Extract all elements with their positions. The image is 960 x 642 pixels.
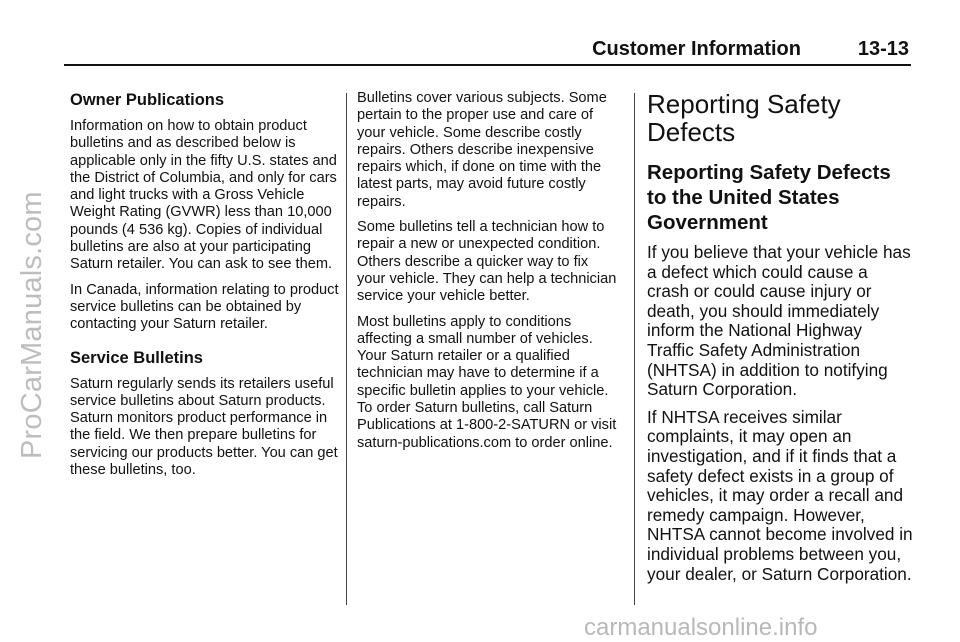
section-heading: Reporting Safety Defects (647, 89, 841, 147)
column-middle (357, 90, 619, 460)
column-right (647, 90, 913, 592)
side-watermark: ProCarManuals.com (16, 191, 48, 459)
paragraph: In Canada, information relating to product service bulletins can be obtained by contacting your Saturn retailer. (70, 281, 339, 333)
paragraph: Bulletins cover various subjects. Some pertain to the proper use and care of your vehicle. Some describe costly repairs. Others describe inexpensive repairs which, if done on time with the latest parts, may avoid future costly repairs. (357, 90, 607, 210)
page-number: 13-13 (857, 38, 909, 60)
paragraph: If you believe that your vehicle has a defect which could cause a crash or could cause injury or death, you should immediately inform the National Highway Traffic Safety Administration (NHTSA) in addition to notifying Saturn Corporation. (647, 242, 911, 400)
heading-owner-publications: Owner Publications (70, 91, 225, 109)
paragraph: Some bulletins tell a technician how to repair a new or unexpected condition. Others describe a quicker way to fix your vehicle. They can help a technician service your vehicle better. (357, 219, 617, 305)
page-header (64, 38, 911, 66)
subsection-heading: Reporting Safety Defects to the United States Government (647, 161, 891, 234)
paragraph: Information on how to obtain product bulletins and as described below is applicable only in the fifty U.S. states and the District of Columbia, and only for cars and light trucks with a Gross Vehicle Weight Rating (GVWR) less than 10,000 pounds (4 536 kg). Copies of individual bulletins are also at your participating Saturn retailer. You can ask to see them. (70, 118, 337, 273)
footer-watermark: carmanualsonline.info (584, 614, 818, 641)
paragraph: Most bulletins apply to conditions affecting a small number of vehicles. Your Saturn retailer or a qualified technician may have to determine if a specific bulletin applies to your vehicle. To order Saturn bulletins, call Saturn Publications at 1-800-2-SATURN or visit saturn-publications.com to order online. (357, 313, 617, 451)
column-divider (634, 93, 635, 605)
paragraph: If NHTSA receives similar complaints, it may open an investigation, and if it finds that a safety defect exists in a group of vehicles, it may order a recall and remedy campaign. However, NHTSA cannot become involved in individual problems between you, your dealer, or Saturn Corporation. (647, 406, 913, 584)
column-divider (346, 93, 347, 605)
heading-service-bulletins: Service Bulletins (70, 348, 203, 367)
section-title: Customer Information (592, 38, 801, 60)
paragraph: Saturn regularly sends its retailers useful service bulletins about Saturn products. Saturn monitors product performance in the field. We then prepare bulletins for servicing our products better. You can get these bulletins, too. (70, 375, 338, 479)
column-left (70, 90, 340, 487)
